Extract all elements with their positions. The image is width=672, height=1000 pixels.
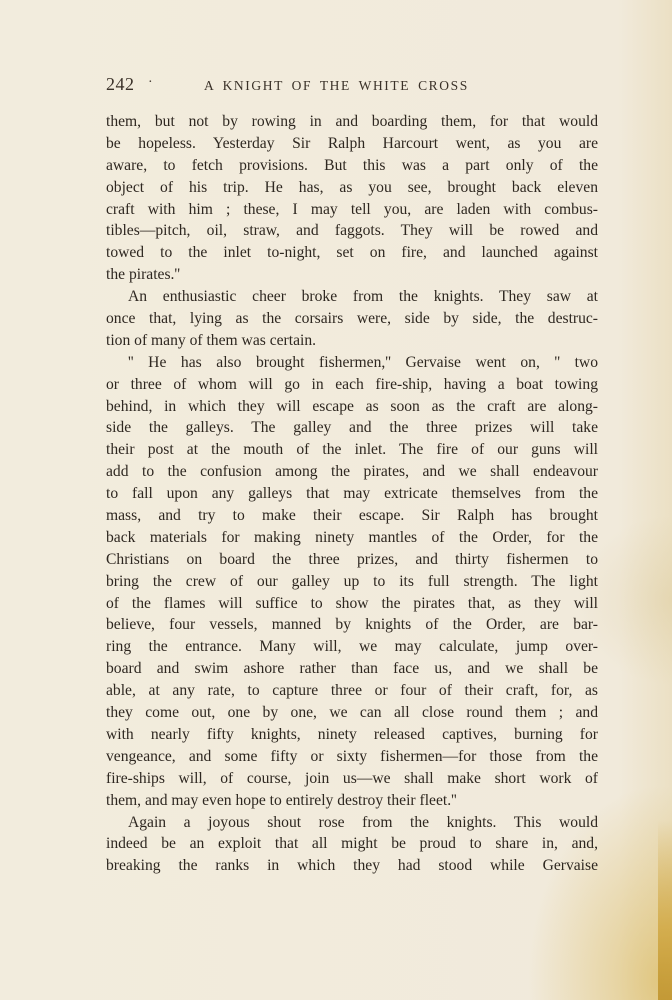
text-line: the pirates.'' <box>106 266 181 284</box>
text-line: them, and may even hope to entirely destroy their fleet.'' <box>106 791 457 809</box>
text-line: towed to the inlet to-night, set on fire, and launched against <box>106 244 598 262</box>
text-line: breaking the ranks in which they had stood while Gervaise <box>106 857 598 875</box>
text-line: of the flames will suffice to show the pirates that, as they will <box>106 594 598 612</box>
page-number: 242 <box>106 74 135 94</box>
text-line: add to the confusion among the pirates, and we shall endeavour <box>106 463 598 481</box>
text-line: tion of many of them was certain. <box>106 331 317 349</box>
text-line: be hopeless. Yesterday Sir Ralph Harcourt went, as you are <box>106 134 598 152</box>
text-line: aware, to fetch provisions. But this was a part only of the <box>106 156 598 174</box>
text-line: able, at any rate, to capture three or four of their craft, for, as <box>106 682 598 700</box>
text-line: them, but not by rowing in and boarding them, for that would <box>106 113 598 130</box>
text-line: bring the crew of our galley up to its full strength. The light <box>106 572 598 590</box>
page-header <box>106 74 598 98</box>
header-separator: · <box>148 75 153 90</box>
text-line: fire-ships will, of course, join us—we shall make short work of <box>106 769 598 787</box>
text-line: back materials for making ninety mantles of the Order, for the <box>106 528 598 546</box>
text-line: behind, in which they will escape as soon as the craft are along- <box>106 397 598 415</box>
text-line: with nearly fifty knights, ninety released captives, burning for <box>106 725 598 743</box>
text-line: An enthusiastic cheer broke from the knights. They saw at <box>128 288 598 306</box>
page-edge-stain <box>658 820 672 1000</box>
text-line: believe, four vessels, manned by knights of the Order, are bar- <box>106 616 598 634</box>
text-line: Again a joyous shout rose from the knights. This would <box>128 813 598 831</box>
text-line: tibles—pitch, oil, straw, and faggots. They will be rowed and <box>106 222 598 240</box>
text-line: '' He has also brought fishermen,'' Gervaise went on, '' two <box>128 353 598 371</box>
text-line: indeed be an exploit that all might be proud to share in, and, <box>106 835 598 853</box>
text-line: once that, lying as the corsairs were, side by side, the destruc- <box>106 310 598 328</box>
body-text <box>106 111 598 877</box>
text-line: or three of whom will go in each fire-ship, having a boat towing <box>106 375 598 393</box>
text-line: craft with him ; these, I may tell you, are laden with combus- <box>106 200 598 218</box>
text-line: to fall upon any galleys that may extricate themselves from the <box>106 485 598 503</box>
running-head: A KNIGHT OF THE WHITE CROSS <box>204 78 469 93</box>
text-line: their post at the mouth of the inlet. The fire of our guns will <box>106 441 598 459</box>
text-line: object of his trip. He has, as you see, brought back eleven <box>106 178 598 196</box>
text-line: they come out, one by one, we can all close round them ; and <box>106 704 598 722</box>
text-line: vengeance, and some fifty or sixty fishermen—for those from the <box>106 747 598 765</box>
text-line: Christians on board the three prizes, and thirty fishermen to <box>106 550 598 568</box>
text-line: mass, and try to make their escape. Sir Ralph has brought <box>106 507 598 525</box>
text-line: ring the entrance. Many will, we may calculate, jump over- <box>106 638 598 656</box>
text-line: side the galleys. The galley and the three prizes will take <box>106 419 598 437</box>
text-line: board and swim ashore rather than face us, and we shall be <box>106 660 598 678</box>
